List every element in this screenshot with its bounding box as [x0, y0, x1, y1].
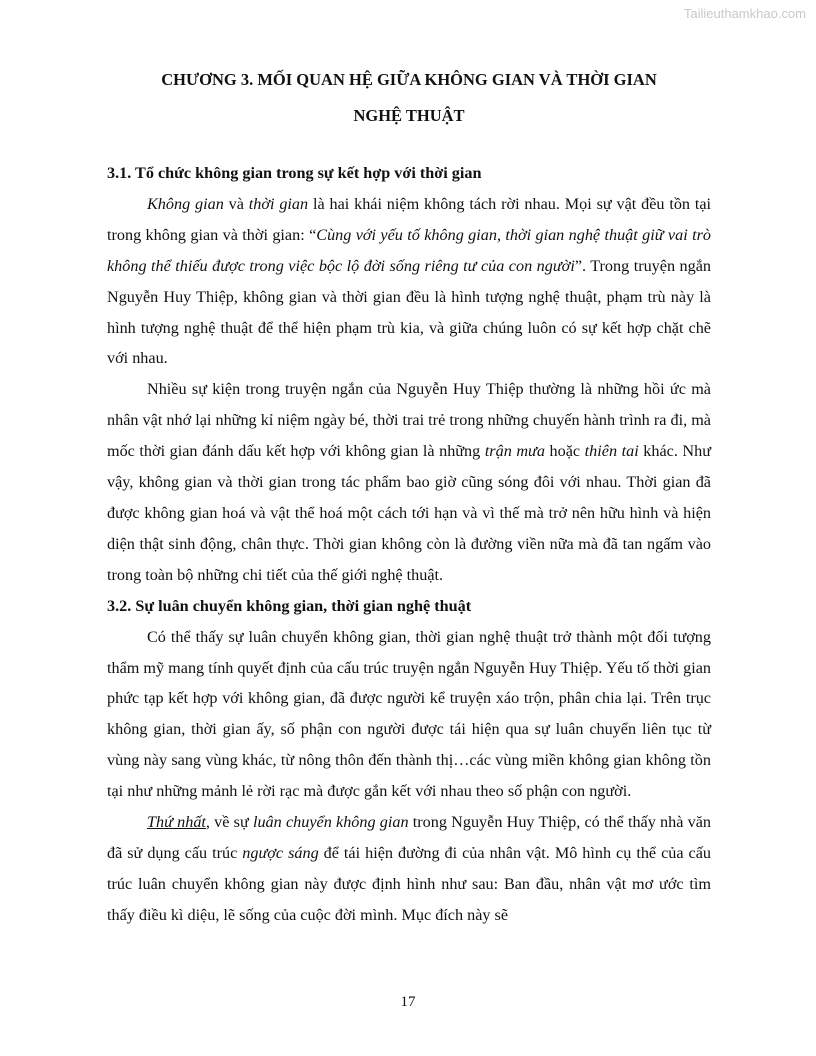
paragraph-3-1-1 [107, 189, 711, 374]
page-number: 17 [400, 994, 416, 1010]
text-italic: thời gian [248, 194, 309, 213]
text: là hai khái niệm không tách rời nhau. Mọi sự vật đều tồn tại trong không gian và thời gian: “ [107, 194, 712, 244]
text: Nhiều sự kiện trong truyện ngắn của Nguyễn Huy Thiệp thường là những hồi ức mà nhân vật nhớ lại những kỉ niệm ngày bé, thời trai trẻ trong những chuyến hành trình ra đi, mà mốc thời gian đánh dấu kết hợp với không gian là những [107, 380, 711, 461]
text-italic-underline: Thứ nhất [147, 813, 206, 832]
section-heading-3-2: 3.2. Sự luân chuyển không gian, thời gian nghệ thuật [107, 596, 472, 615]
chapter-title-line-2: NGHỆ THUẬT [353, 106, 465, 125]
text: hoặc [544, 442, 585, 461]
text-italic: luân chuyển không gian [252, 813, 409, 832]
quote-italic: Cùng với yếu tố không gian, thời gian nghệ thuật giữ vai trò không thể thiếu được trong việc bộc lộ đời sống riêng tư của con người [107, 225, 711, 275]
text: và [223, 194, 249, 213]
page-content [107, 158, 711, 931]
watermark: Tailieuthamkhao.com [683, 6, 806, 21]
paragraph-3-2-1: Có thể thấy sự luân chuyển không gian, thời gian nghệ thuật trở thành một đối tượng thẩm mỹ mang tính quyết định của cấu trúc truyện ngắn Nguyễn Huy Thiệp. Yếu tố thời gian phức tạp kết hợp với không gian, đã được người kể truyện xáo trộn, phân chia lại. Trên trục không gian, thời gian ấy, số phận con người được tái hiện qua sự luân chuyển liên tục từ vùng này sang vùng khác, từ nông thôn đến thành thị…các vùng miền không gian không tồn tại như những mảnh lẻ rời rạc mà được gắn kết với nhau theo số phận con người. [107, 627, 711, 801]
text-italic: ngược sáng [242, 843, 319, 862]
text: ”. Trong truyện ngắn Nguyễn Huy Thiệp, không gian và thời gian đều là hình tượng nghệ thuật, phạm trù này là hình tượng nghệ thuật để thể hiện phạm trù kia, và giữa chúng luôn có sự kết hợp chặt chẽ với nhau. [107, 256, 711, 368]
text-italic: Không gian [147, 194, 224, 213]
text: khác. Như vậy, không gian và thời gian trong tác phẩm bao giờ cũng sóng đôi với nhau. Thời gian đã được không gian hoá và vật thể hoá một cách tới hạn và vì thế mà trở nên hữu hình và hiện diện thật sinh động, chân thực. Thời gian không còn là đường viền nữa mà đã tan ngấm vào trong toàn bộ những chi tiết của thế giới nghệ thuật. [107, 442, 711, 584]
text-italic: thiên tai [584, 442, 639, 461]
text: trong Nguyễn Huy Thiệp, có thể thấy nhà văn đã sử dụng cấu trúc [107, 813, 711, 862]
text-italic: trận mưa [484, 442, 545, 461]
text: để tái hiện đường đi của nhân vật. Mô hình cụ thể của cấu trúc luân chuyển không gian này được định hình như sau: Ban đầu, nhân vật mơ ước tìm thấy điều kì diệu, lẽ sống của cuộc đời mình. Mục đích này sẽ [107, 843, 711, 924]
chapter-title [104, 62, 714, 134]
chapter-title-line-1: CHƯƠNG 3. MỐI QUAN HỆ GIỮA KHÔNG GIAN VÀ THỜI GIAN [161, 70, 657, 89]
paragraph-3-1-2 [107, 374, 711, 590]
text: , về sự [205, 813, 253, 832]
section-heading-3-1: 3.1. Tổ chức không gian trong sự kết hợp với thời gian [107, 164, 482, 182]
paragraph-3-2-2 [107, 807, 711, 931]
